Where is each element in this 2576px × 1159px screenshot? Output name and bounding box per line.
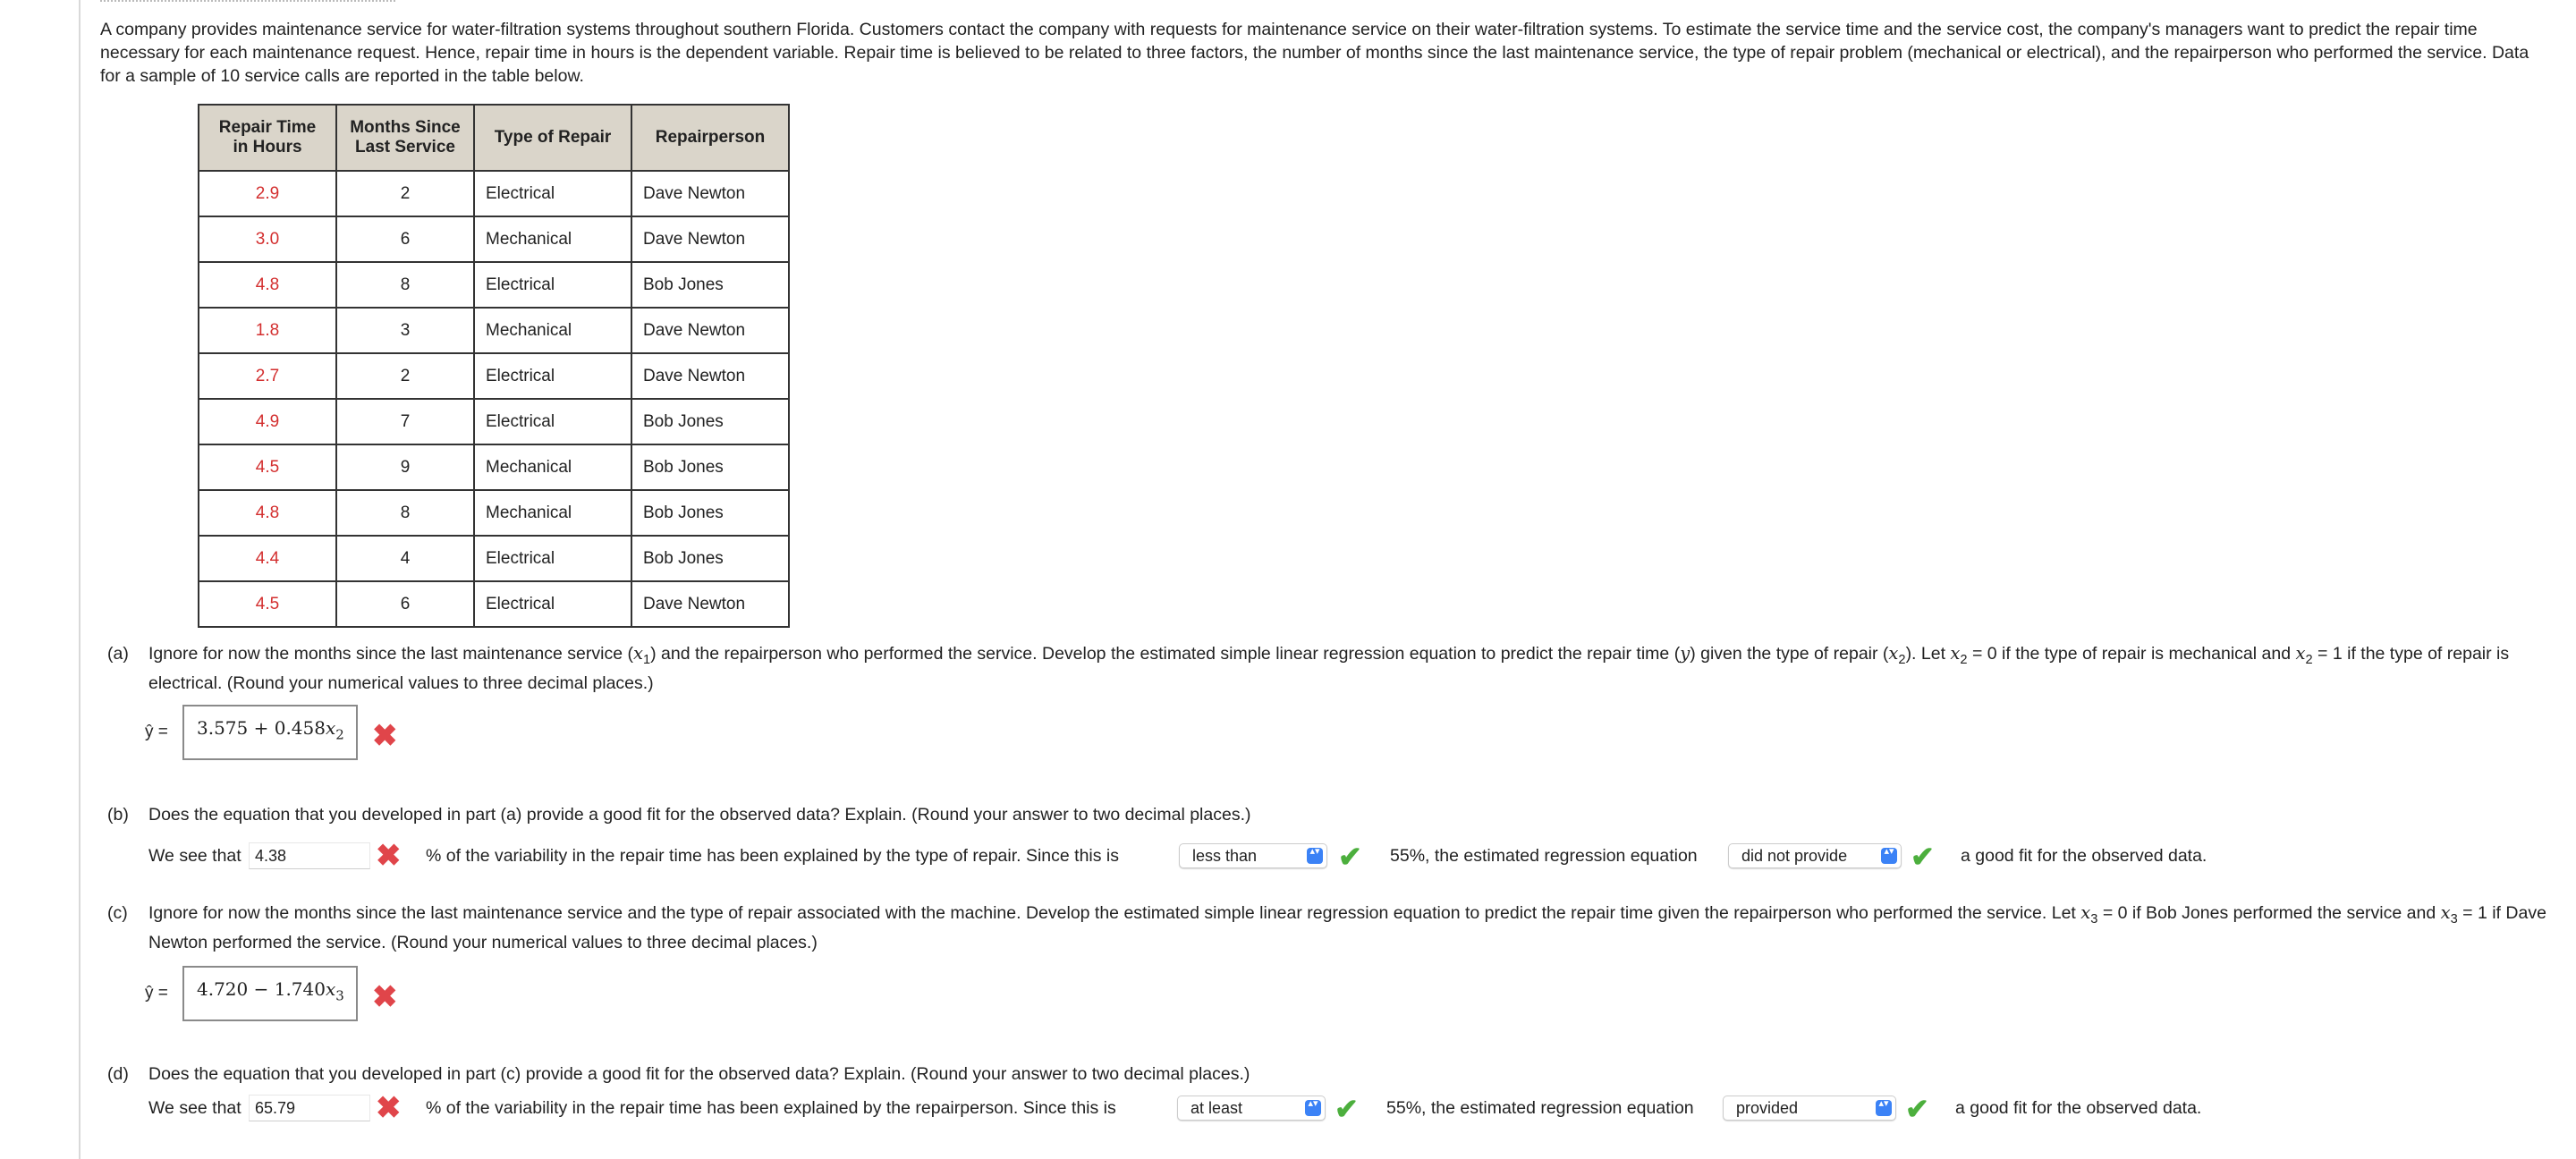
check-icon: ✔ (1905, 1093, 1929, 1125)
part-b-mid-text: % of the variability in the repair time has been explained by the type of repair. Since this is (426, 846, 1120, 866)
table-row (199, 216, 789, 262)
cell-repairperson: Bob Jones (631, 444, 789, 490)
left-border (79, 0, 80, 1159)
table-row (199, 490, 789, 536)
cell-repairperson: Dave Newton (631, 353, 789, 399)
part-d-fit-select[interactable]: provided ▴▾ (1723, 1096, 1896, 1121)
select-arrow-icon: ▴▾ (1305, 1100, 1321, 1116)
yhat-label: ŷ = (145, 984, 168, 1002)
cell-type: Mechanical (474, 490, 631, 536)
cell-repairperson: Dave Newton (631, 581, 789, 627)
check-icon: ✔ (1911, 841, 1935, 873)
cell-type: Electrical (474, 262, 631, 308)
cell-months: 3 (336, 308, 474, 353)
table-row (199, 536, 789, 581)
cell-repair-time: 3.0 (199, 216, 336, 262)
clipped-heading-remnant (100, 0, 395, 5)
part-b-end-text: a good fit for the observed data. (1961, 846, 2207, 866)
part-d-label: (d) (107, 1064, 129, 1084)
part-b-fit-select[interactable]: did not provide ▴▾ (1728, 843, 1902, 868)
part-d-comparison-select[interactable]: at least ▴▾ (1177, 1096, 1326, 1121)
cell-repair-time: 4.9 (199, 399, 336, 444)
part-c-equation-row (145, 978, 344, 1004)
part-d-mid-text: % of the variability in the repair time has been explained by the repairperson. Since this is (426, 1098, 1116, 1118)
cell-repair-time: 2.7 (199, 353, 336, 399)
cell-repairperson: Dave Newton (631, 308, 789, 353)
check-icon: ✔ (1335, 1093, 1359, 1125)
header-months-since: Months Since Last Service (336, 105, 474, 171)
cell-type: Electrical (474, 353, 631, 399)
table-row (199, 262, 789, 308)
part-a-label: (a) (107, 644, 129, 664)
cell-type: Electrical (474, 171, 631, 216)
service-data-table (198, 104, 790, 628)
part-a-equation-input[interactable]: $3.575 + 0.458x_2$ (182, 705, 358, 760)
part-d-question: Does the equation that you developed in part (c) provide a good fit for the observed data? Explain. (Round your answer to two decimal places.) (148, 1064, 1250, 1084)
cell-repair-time: 4.4 (199, 536, 336, 581)
wrong-x-icon: ✖ (376, 1091, 402, 1125)
part-c-question: Ignore for now the months since the last maintenance service and the type of repair associated with the machine. Develop the estimated simple linear regression equation to predict the repair time given the repairperson who performed the service. Let $x_3 = 0$ if Bob Jones performed the service and $x_3 = 1$ if Dave Newton performed the service. (Round your numerical values to three decimal places.) (148, 902, 2546, 953)
cell-repairperson: Bob Jones (631, 536, 789, 581)
cell-type: Electrical (474, 581, 631, 627)
table-row (199, 171, 789, 216)
part-b-we-see: We see that (148, 846, 242, 866)
part-a-question: Ignore for now the months since the last maintenance service $(x_1)$ and the repairperson who performed the service. Develop the estimated simple linear regression equation to predict the repair time (y) given the type of repair $(x_2)$. Let $x_2 = 0$ if the type of repair is mechanical and $x_2 = 1$ if the type of repair is electrical. (Round your numerical values to three decimal places.) (148, 643, 2510, 694)
part-d-end-text: a good fit for the observed data. (1955, 1098, 2202, 1118)
cell-months: 2 (336, 171, 474, 216)
part-b-question: Does the equation that you developed in part (a) provide a good fit for the observed data? Explain. (Round your answer to two decimal places.) (148, 805, 1251, 825)
cell-months: 6 (336, 581, 474, 627)
part-c-equation-input[interactable]: $4.720 - 1.740x_3$ (182, 966, 358, 1021)
part-b-percent-input[interactable]: 4.38 (249, 842, 370, 869)
cell-months: 2 (336, 353, 474, 399)
cell-type: Mechanical (474, 444, 631, 490)
wrong-x-icon: ✖ (372, 719, 398, 753)
check-icon: ✔ (1338, 841, 1362, 873)
cell-months: 7 (336, 399, 474, 444)
part-d-55-text: 55%, the estimated regression equation (1386, 1098, 1694, 1118)
table-row (199, 353, 789, 399)
wrong-x-icon: ✖ (372, 980, 398, 1014)
part-b-comparison-select[interactable]: less than ▴▾ (1179, 843, 1327, 868)
part-b-label: (b) (107, 805, 129, 825)
part-d-we-see: We see that (148, 1098, 242, 1118)
cell-type: Mechanical (474, 308, 631, 353)
part-c-label: (c) (107, 903, 128, 923)
cell-repair-time: 4.8 (199, 262, 336, 308)
yhat-label: ŷ = (145, 723, 168, 741)
cell-repairperson: Dave Newton (631, 216, 789, 262)
cell-months: 8 (336, 490, 474, 536)
cell-repairperson: Bob Jones (631, 399, 789, 444)
table-row (199, 581, 789, 627)
header-type-of-repair: Type of Repair (474, 105, 631, 171)
cell-repair-time: 4.5 (199, 444, 336, 490)
cell-type: Mechanical (474, 216, 631, 262)
cell-months: 4 (336, 536, 474, 581)
cell-repair-time: 4.5 (199, 581, 336, 627)
select-arrow-icon: ▴▾ (1307, 848, 1323, 864)
part-b-55-text: 55%, the estimated regression equation (1390, 846, 1698, 866)
part-d-percent-input[interactable]: 65.79 (249, 1095, 370, 1121)
table-row (199, 444, 789, 490)
table-header-row (199, 105, 789, 171)
select-arrow-icon: ▴▾ (1881, 848, 1897, 864)
table-row (199, 308, 789, 353)
cell-months: 6 (336, 216, 474, 262)
cell-type: Electrical (474, 399, 631, 444)
table-row (199, 399, 789, 444)
cell-months: 8 (336, 262, 474, 308)
cell-repairperson: Bob Jones (631, 262, 789, 308)
part-a-equation-row (145, 717, 344, 743)
cell-repair-time: 2.9 (199, 171, 336, 216)
wrong-x-icon: ✖ (376, 839, 402, 873)
cell-repairperson: Bob Jones (631, 490, 789, 536)
cell-months: 9 (336, 444, 474, 490)
cell-repairperson: Dave Newton (631, 171, 789, 216)
header-repair-time: Repair Time in Hours (199, 105, 336, 171)
select-arrow-icon: ▴▾ (1876, 1100, 1892, 1116)
intro-paragraph: A company provides maintenance service for water-filtration systems throughout southern Florida. Customers contact the company with requests for maintenance service on their water-filtration systems. To estimate the service time and the service cost, the company's managers want to predict the repair time necessary for each maintenance request. Hence, repair time in hours is the dependent variable. Repair time is believed to be related to three factors, the number of months since the last maintenance service, the type of repair problem (mechanical or electrical), and the repairperson who performed the service. Data for a sample of 10 service calls are reported in the table below. (100, 20, 2529, 86)
cell-type: Electrical (474, 536, 631, 581)
cell-repair-time: 1.8 (199, 308, 336, 353)
header-repairperson: Repairperson (631, 105, 789, 171)
cell-repair-time: 4.8 (199, 490, 336, 536)
